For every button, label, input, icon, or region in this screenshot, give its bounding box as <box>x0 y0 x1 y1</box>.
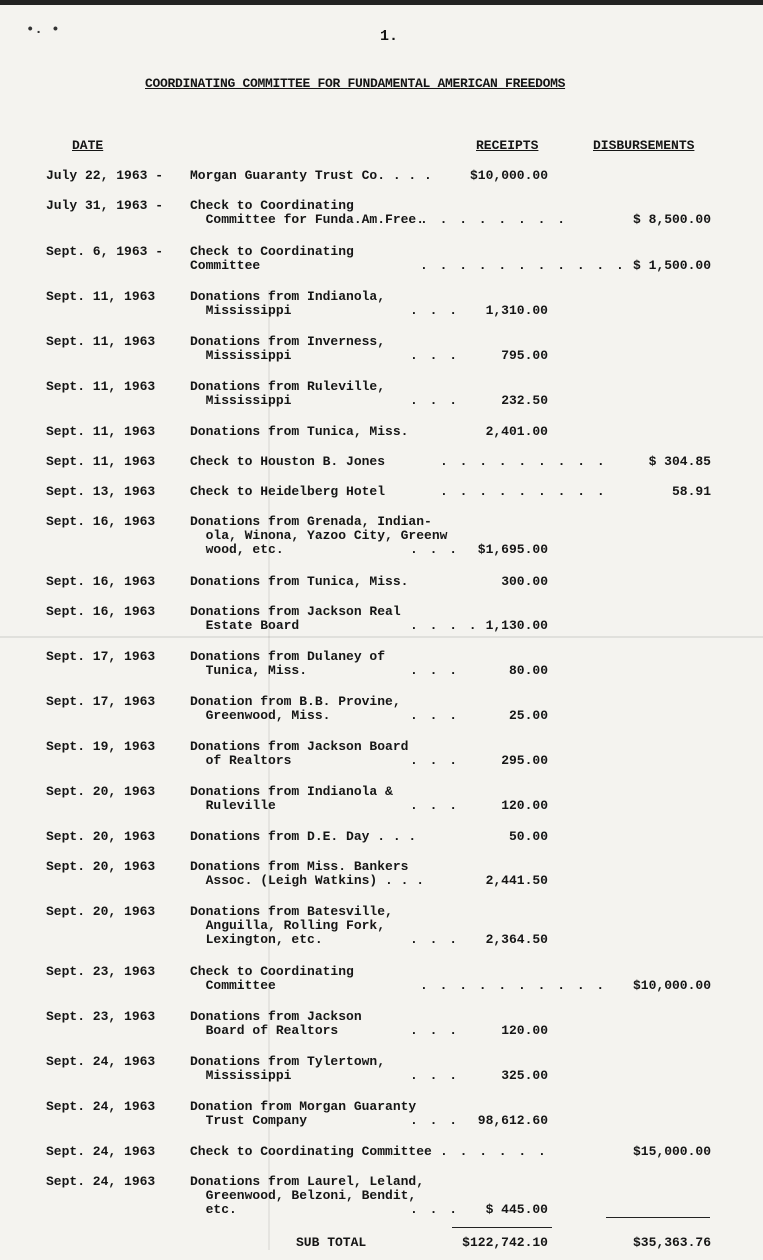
entry-receipt: 1,130.00 <box>485 618 548 633</box>
entry-date: Sept. 20, 1963 <box>46 859 156 874</box>
entry-disbursement: $ 8,500.00 <box>632 212 711 227</box>
entry-date: Sept. 16, 1963 <box>46 514 156 529</box>
disbursements-sum-rule <box>606 1217 710 1218</box>
page-number: 1. <box>380 28 399 45</box>
entry-date: Sept. 16, 1963 <box>46 604 156 619</box>
entry-date: Sept. 23, 1963 <box>46 1009 156 1024</box>
entry-description: Donations from Jackson Real Estate Board <box>190 604 401 633</box>
leader-dots: . . . <box>410 1068 460 1083</box>
entry-date: Sept. 11, 1963 <box>46 289 156 304</box>
entry-date: Sept. 23, 1963 <box>46 964 156 979</box>
top-mark: •. • <box>26 22 60 38</box>
entry-description: Donations from Inverness, Mississippi <box>190 334 386 363</box>
leader-dots: . . . <box>410 798 460 813</box>
entry-disbursement: $ 1,500.00 <box>632 258 711 273</box>
entry-receipt: 120.00 <box>501 1023 548 1038</box>
entry-date: Sept. 20, 1963 <box>46 829 156 844</box>
entry-receipt: 325.00 <box>501 1068 548 1083</box>
entry-description: Donations from Indianola, Mississippi <box>190 289 386 318</box>
entry-description: Donations from Ruleville, Mississippi <box>190 379 386 408</box>
entry-description: Donations from Jackson Board of Realtors <box>190 1009 362 1038</box>
entry-receipt: $10,000.00 <box>469 168 548 183</box>
header-receipts: RECEIPTS <box>476 138 539 153</box>
scan-streak-horizontal <box>0 636 763 638</box>
entry-receipt: $ 445.00 <box>485 1202 548 1217</box>
subtotal-receipts: $122,742.10 <box>462 1235 548 1250</box>
entry-description: Check to Coordinating Committee <box>190 964 354 993</box>
entry-description: Donations from Tunica, Miss. <box>190 574 409 589</box>
entry-description: Check to Houston B. Jones <box>190 454 386 469</box>
receipts-sum-rule <box>452 1227 552 1228</box>
entry-description: Donations from Jackson Board of Realtors <box>190 739 409 768</box>
top-edge-rule <box>0 0 763 5</box>
leader-dots: . . . . . . . . . . . <box>420 258 626 273</box>
header-date: DATE <box>72 138 104 153</box>
entry-receipt: 80.00 <box>508 663 548 678</box>
entry-description: Donations from Dulaney of Tunica, Miss. <box>190 649 386 678</box>
entry-description: Donations from Tylertown, Mississippi <box>190 1054 386 1083</box>
entry-receipt: 120.00 <box>501 798 548 813</box>
entry-receipt: 50.00 <box>508 829 548 844</box>
leader-dots: . . . . <box>410 618 479 633</box>
entry-date: Sept. 11, 1963 <box>46 379 156 394</box>
entry-description: Donations from Laurel, Leland, Greenwood, Belzoni, Bendit, etc. <box>190 1174 425 1217</box>
entry-description: Check to Heidelberg Hotel <box>190 484 386 499</box>
entry-receipt: 2,441.50 <box>485 873 548 888</box>
leader-dots: . . . <box>410 932 460 947</box>
entry-receipt: 295.00 <box>501 753 548 768</box>
entry-date: Sept. 17, 1963 <box>46 694 156 709</box>
leader-dots: . . . <box>410 663 460 678</box>
leader-dots: . . . <box>410 542 460 557</box>
leader-dots: . . . . . . . . . <box>440 454 607 469</box>
entry-disbursement: $10,000.00 <box>632 978 711 993</box>
entry-date: Sept. 11, 1963 <box>46 424 156 439</box>
document-title: COORDINATING COMMITTEE FOR FUNDAMENTAL AMERICAN FREEDOMS <box>145 76 566 91</box>
entry-description: Check to Coordinating Committee <box>190 1144 432 1159</box>
entry-description: Donations from Indianola & Ruleville <box>190 784 393 813</box>
entry-receipt: 1,310.00 <box>485 303 548 318</box>
entry-description: Donations from Grenada, Indian- ola, Winona, Yazoo City, Greenw wood, etc. <box>190 514 448 557</box>
entry-date: Sept. 13, 1963 <box>46 484 156 499</box>
entry-date: Sept. 20, 1963 <box>46 784 156 799</box>
leader-dots: . . . . . . <box>440 1144 548 1159</box>
entry-receipt: 232.50 <box>501 393 548 408</box>
entry-description: Donations from Batesville, Anguilla, Rolling Fork, Lexington, etc. <box>190 904 393 947</box>
leader-dots: . . . <box>410 393 460 408</box>
header-disbursements: DISBURSEMENTS <box>593 138 695 153</box>
entry-receipt: 98,612.60 <box>477 1113 548 1128</box>
entry-description: Morgan Guaranty Trust Co. . . . <box>190 168 432 183</box>
entry-date: Sept. 24, 1963 <box>46 1174 156 1189</box>
entry-description: Check to Coordinating Committee <box>190 244 354 273</box>
leader-dots: . . . <box>410 348 460 363</box>
leader-dots: . . . . . . . . <box>420 212 568 227</box>
subtotal-label: SUB TOTAL <box>296 1235 367 1250</box>
entry-date: Sept. 11, 1963 <box>46 454 156 469</box>
entry-date: July 22, 1963 - <box>46 168 164 183</box>
entry-date: Sept. 17, 1963 <box>46 649 156 664</box>
entry-description: Donations from Tunica, Miss. <box>190 424 409 439</box>
entry-date: Sept. 24, 1963 <box>46 1144 156 1159</box>
entry-receipt: $1,695.00 <box>477 542 548 557</box>
leader-dots: . . . <box>410 303 460 318</box>
entry-description: Donation from Morgan Guaranty Trust Company <box>190 1099 417 1128</box>
entry-date: Sept. 11, 1963 <box>46 334 156 349</box>
leader-dots: . . . <box>410 753 460 768</box>
entry-receipt: 25.00 <box>508 708 548 723</box>
leader-dots: . . . <box>410 708 460 723</box>
leader-dots: . . . <box>410 1113 460 1128</box>
entry-description: Donation from B.B. Provine, Greenwood, Miss. <box>190 694 401 723</box>
entry-date: Sept. 20, 1963 <box>46 904 156 919</box>
entry-date: Sept. 19, 1963 <box>46 739 156 754</box>
entry-date: July 31, 1963 - <box>46 198 164 213</box>
leader-dots: . . . <box>410 1023 460 1038</box>
leader-dots: . . . . . . . . . <box>440 484 607 499</box>
entry-receipt: 2,364.50 <box>485 932 548 947</box>
entry-receipt: 2,401.00 <box>485 424 548 439</box>
entry-date: Sept. 16, 1963 <box>46 574 156 589</box>
entry-receipt: 795.00 <box>501 348 548 363</box>
entry-disbursement: $15,000.00 <box>632 1144 711 1159</box>
entry-description: Check to Coordinating Committee for Funda.Am.Free. <box>190 198 425 227</box>
entry-date: Sept. 24, 1963 <box>46 1054 156 1069</box>
entry-date: Sept. 6, 1963 - <box>46 244 164 259</box>
subtotal-disbursements: $35,363.76 <box>632 1235 711 1250</box>
entry-description: Donations from D.E. Day . . . <box>190 829 417 844</box>
entry-receipt: 300.00 <box>501 574 548 589</box>
entry-disbursement: 58.91 <box>671 484 711 499</box>
leader-dots: . . . . . . . . . . <box>420 978 607 993</box>
entry-date: Sept. 24, 1963 <box>46 1099 156 1114</box>
entry-description: Donations from Miss. Bankers Assoc. (Leigh Watkins) . . . <box>190 859 425 888</box>
entry-disbursement: $ 304.85 <box>648 454 711 469</box>
leader-dots: . . . <box>410 1202 460 1217</box>
